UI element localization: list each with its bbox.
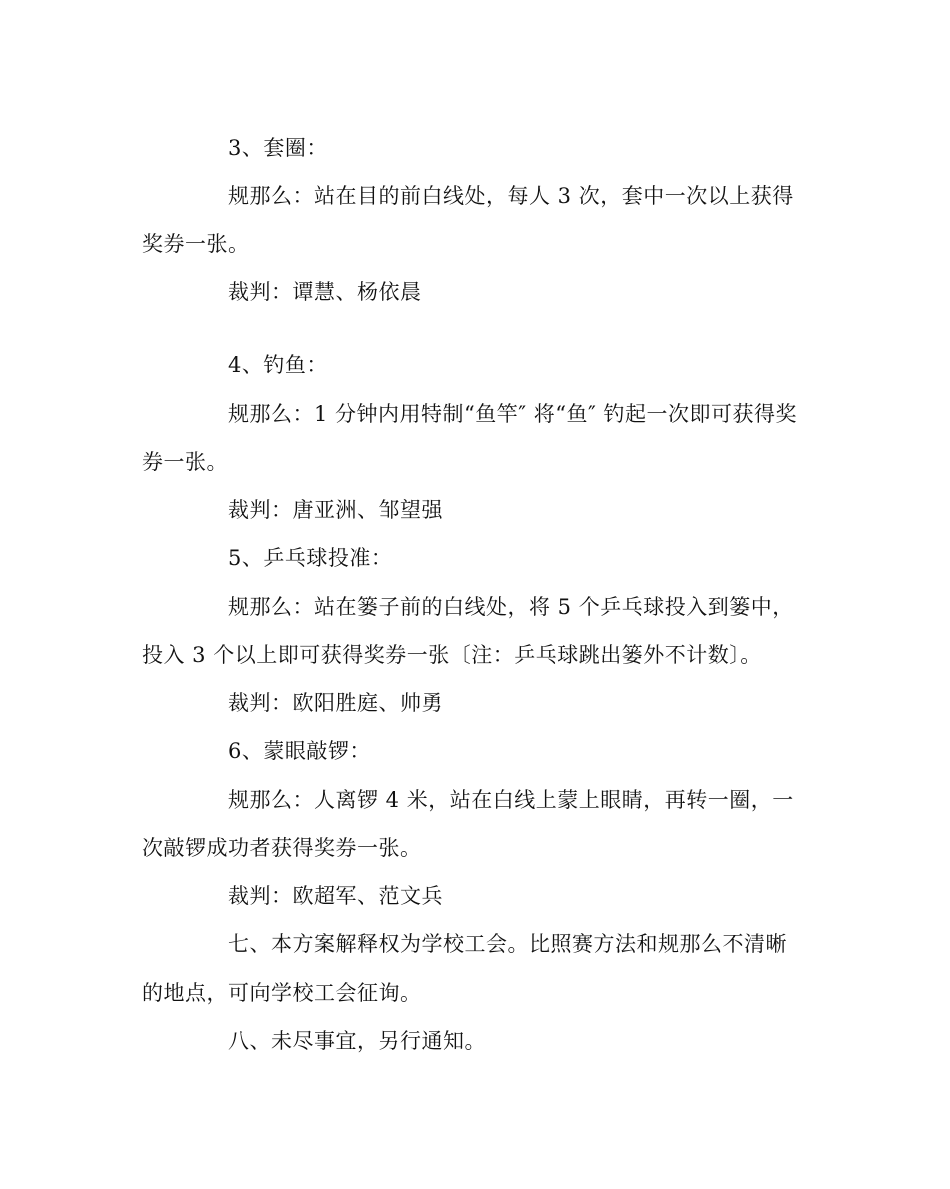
item-5-rules-line-2: 投入 3 个以上即可获得奖券一张〔注：乒乓球跳出篓外不计数〕。 <box>142 643 762 667</box>
item-4-rules-line-2: 券一张。 <box>142 450 228 474</box>
item-6-heading: 6、蒙眼敲锣： <box>228 739 371 763</box>
section-7-line-1: 七、本方案解释权为学校工会。比照赛方法和规那么不清晰 <box>228 932 787 956</box>
section-7-line-2: 的地点，可向学校工会征询。 <box>142 981 422 1005</box>
item-3-rules-line-1: 规那么：站在目的前白线处，每人 3 次，套中一次以上获得 <box>228 184 794 208</box>
item-5-judges: 裁判：欧阳胜庭、帅勇 <box>228 691 443 715</box>
item-4-rules-line-1: 规那么：1 分钟内用特制“鱼竿″ 将“鱼″ 钓起一次即可获得奖 <box>228 402 798 426</box>
item-3-rules-line-2: 奖券一张。 <box>142 232 250 256</box>
item-4-heading: 4、钓鱼： <box>228 353 328 377</box>
item-3-heading: 3、套圈： <box>228 136 328 160</box>
section-8: 八、未尽事宜，另行通知。 <box>228 1029 486 1053</box>
item-5-heading: 5、乒乓球投准： <box>228 546 393 570</box>
item-4-judges: 裁判：唐亚洲、邹望强 <box>228 498 443 522</box>
item-6-rules-line-1: 规那么：人离锣 4 米，站在白线上蒙上眼睛，再转一圈，一 <box>228 788 794 812</box>
item-5-rules-line-1: 规那么：站在篓子前的白线处，将 5 个乒乓球投入到篓中， <box>228 595 794 619</box>
item-6-judges: 裁判：欧超军、范文兵 <box>228 884 443 908</box>
item-6-rules-line-2: 次敲锣成功者获得奖券一张。 <box>142 836 422 860</box>
item-3-judges: 裁判：谭慧、杨依晨 <box>228 280 422 304</box>
